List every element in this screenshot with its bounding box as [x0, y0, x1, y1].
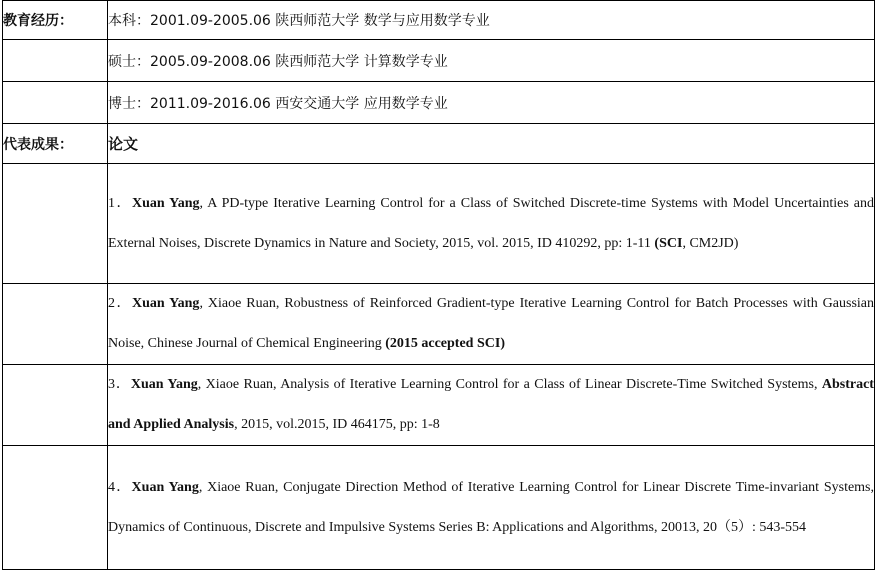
empty-label-cell	[3, 284, 108, 365]
paper-row-4	[3, 446, 875, 570]
paper-author: Xuan Yang	[132, 195, 200, 211]
paper-row-3	[3, 365, 875, 446]
empty-label-cell	[3, 40, 108, 82]
paper-number: 1．	[108, 195, 133, 211]
paper-entry	[108, 284, 875, 365]
paper-status: (2015 accepted SCI)	[385, 336, 505, 351]
education-row-2	[3, 40, 875, 82]
education-row-3	[3, 82, 875, 124]
paper-number: 3．	[108, 377, 131, 392]
achievements-label: 代表成果：	[3, 124, 108, 164]
paper-entry	[108, 164, 875, 284]
empty-label-cell	[3, 82, 108, 124]
empty-label-cell	[3, 446, 108, 570]
papers-heading: 论文	[108, 124, 875, 164]
paper-entry	[108, 446, 875, 570]
education-row-1	[3, 1, 875, 40]
paper-text: , Xiaoe Ruan, Robustness of Reinforced Gradient-type Iterative Learning Control for Batch Processes with Gaussian Noise, Chinese Journal of Chemical Engineering	[108, 296, 874, 351]
cv-table	[2, 0, 875, 570]
paper-entry	[108, 365, 875, 446]
achievements-header-row	[3, 124, 875, 164]
paper-author: Xuan Yang	[130, 377, 198, 392]
paper-index-tail: , CM2JD)	[682, 235, 739, 251]
paper-number: 2．	[108, 296, 132, 311]
paper-text: , Xiaoe Ruan, Analysis of Iterative Learning Control for a Class of Linear Discrete-Time Switched Systems,	[197, 377, 822, 392]
paper-row-1	[3, 164, 875, 284]
paper-text: , Xiaoe Ruan, Conjugate Direction Method of Iterative Learning Control for Linear Discrete Time-invariant Systems, Dynamics of Continuous, Discrete and Impulsive Systems Series B: Applications and Algorithms, 20013, 20（5）: 543-554	[108, 479, 875, 535]
paper-author: Xuan Yang	[131, 296, 200, 311]
education-entry: 博士：2011.09-2016.06 西安交通大学 应用数学专业	[108, 82, 875, 124]
education-label: 教育经历：	[3, 1, 108, 40]
empty-label-cell	[3, 365, 108, 446]
paper-number: 4．	[108, 479, 132, 495]
paper-tail: , 2015, vol.2015, ID 464175, pp: 1-8	[234, 417, 440, 432]
paper-author: Xuan Yang	[131, 479, 199, 495]
paper-index-tag: (SCI	[654, 235, 683, 251]
education-entry: 本科：2001.09-2005.06 陕西师范大学 数学与应用数学专业	[108, 1, 875, 40]
paper-text: , A PD-type Iterative Learning Control for a Class of Switched Discrete-time Systems with Model Uncertainties and External Noises, Discrete Dynamics in Nature and Society, 2015, vol. 2015, ID 410292, pp: 1-11	[108, 195, 875, 251]
education-entry: 硕士：2005.09-2008.06 陕西师范大学 计算数学专业	[108, 40, 875, 82]
paper-row-2	[3, 284, 875, 365]
empty-label-cell	[3, 164, 108, 284]
paper-journal: Abstract and Applied Analysis	[108, 377, 874, 432]
